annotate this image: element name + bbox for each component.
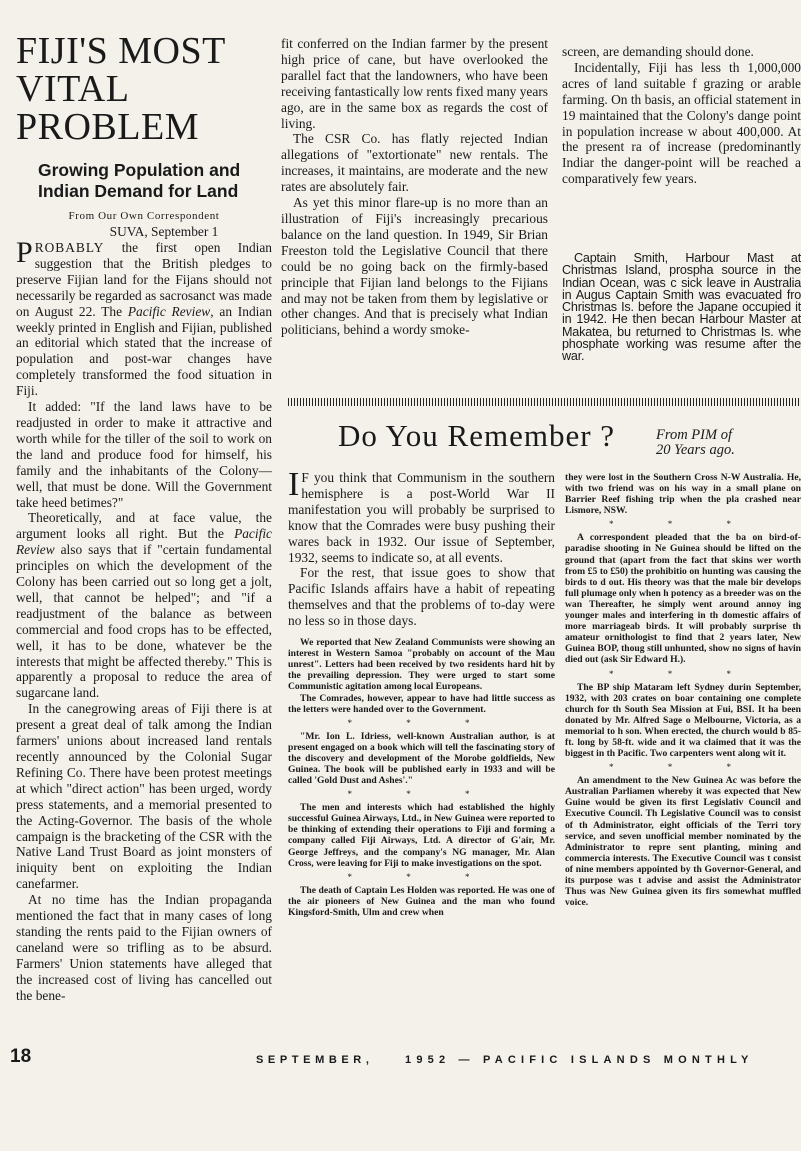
page-number: 18 bbox=[10, 1046, 32, 1067]
remember-item-bird-of-paradise: A correspondent pleaded that the ba on bird-of-paradise shooting in Ne Guinea should be lifted on the ground that (apart from the fact that skins wer worth from £5 to £50) the prohibitio on hunting was causing the birds to d out. His theory was that the male bir develops full plumage only when h potency as a breeder was on the wan Thereafter, he simply went around annoy ing younger males and interfering in th domestic affairs of more marriageab birds. It will probably surprise th amateur ornithologist to find that 2 years later, New Guinea BOP, thoug still unhunted, show no signs of havin died out (ask Sir Edward H.). bbox=[565, 532, 801, 666]
fiji-article-column-3 bbox=[562, 44, 801, 224]
section-stars: * * * bbox=[347, 717, 496, 728]
remember-item-holden: The death of Captain Les Holden was reported. He was one of the air pioneers of New Guinea and the man who found Kingsford-Smith, Ulm and crew when bbox=[288, 884, 555, 918]
remember-source: From PIM of 20 Years ago. bbox=[656, 427, 735, 458]
footer-publication: 1952 — PACIFIC ISLANDS MONTHLY bbox=[405, 1054, 754, 1066]
remember-item-airways: The men and interests which had established the highly successful Guinea Airways, Ltd., in New Guinea were reported to be thinking of extending their operations to Fiji and forming a company called Fiji Airways, Ltd. A director of G'air, Mr. George Jeffreys, and the company's NG manager, Mr. Alan Cross, were leaving for Fiji to make investigations on the spot. bbox=[288, 802, 555, 869]
remember-item-church: The BP ship Mataram left Sydney durin September, 1932, with 203 crates on boar containing one complete church for th South Sea Mission at Fui, BSI. It ha been donated by Mr. Alfred Sage o Melbourne, Victoria, as a memorial to h son. When erected, the church would b 85-ft. long by 58-ft. wide and it wa claimed that it was the biggest in th Pacific. Two carpenters went along wit it. bbox=[565, 681, 801, 760]
section-stars: * * * bbox=[609, 668, 757, 679]
fiji-paragraph-4: In the canegrowing areas of Fiji there is at present a great deal of talk among the Indian farmers' unions about increased land rentals recently announced by the Colonial Sugar Refining Co. There have been protest meetings at which "direct action" has been urged, wordy press statements, and a memorial presented to the Acting-Governor. The basis of the whole campaign is the bracketing of the CSR with the Native Land Trust Board as joint monsters of iniquity bent on exploiting the Indian canefarmer. bbox=[16, 701, 272, 892]
remember-column-1 bbox=[288, 470, 555, 1042]
remember-item-holden-cont: they were lost in the Southern Cross N-W Australia. He, with two friend was on his way in a small plane on Barrier Reef fishing trip when the pla crashed near Lismore, NSW. bbox=[565, 472, 801, 517]
remember-intro-2: For the rest, that issue goes to show that Pacific Islands affairs have a habit of repeating themselves and that the problems of to-day were no less so in those days. bbox=[288, 565, 555, 629]
fiji-paragraph-7: The CSR Co. has flatly rejected Indian allegations of "extortionate" new rentals. The increases, it maintains, are moderate and the new rates are absolutely fair. bbox=[281, 131, 548, 195]
fiji-paragraph-1: PROBABLY the first open Indian suggestion that the British pledges to preserve Fijian land for the Fijans should not necessarily be regarded as sacrosanct was made on August 22. The Pacific Review, an Indian weekly printed in English and Fijian, published an editorial which stated that the increase of population and post-war changes have completely transformed the food situation in Fiji. bbox=[16, 236, 272, 399]
section-stars: * * * bbox=[609, 762, 757, 773]
article-subtitle: Growing Population and Indian Demand for Land bbox=[38, 160, 241, 201]
fiji-article-column-2 bbox=[281, 36, 548, 396]
footer-month: SEPTEMBER, bbox=[256, 1054, 374, 1066]
section-stars: * * * bbox=[347, 789, 496, 800]
decorative-stripe-rule bbox=[288, 398, 801, 406]
byline: From Our Own Correspondent bbox=[68, 210, 220, 222]
fiji-paragraph-3: Theoretically, and at face value, the argument looks all right. But the Pacific Review also says that if "certain fundamental principles on which the development of the Colony has been carried out so long get a jolt, well, that cannot be helped"; and "if a readjustment of the balance as between commercial and food crops has to be effected, well, it has to be done, whatever be the interests that might be affected thereby." This is apparently a proposal to reduce the area of sugarcane land. bbox=[16, 510, 272, 701]
fiji-paragraph-6: fit conferred on the Indian farmer by the present high price of cane, but have overlooked the parallel fact that the landowners, who have been receiving fantastically low rents fixed many years ago, are in the same box as regards the cost of living. bbox=[281, 36, 548, 131]
remember-heading: Do You Remember ? bbox=[338, 418, 616, 453]
article-title: FIJI'S MOST VITAL PROBLEM bbox=[16, 30, 226, 148]
remember-item-legislative-council: An amendment to the New Guinea Ac was before the Australian Parliamen whereby it was expected that New Guine would be given its first Legislativ Council and Executive Council. Th Legislative Council was to consist of th Administrator, eight officials of the Terri tory service, and seven unofficial member nominated by the Administrator to repre sent planting, mining and commercia interests. The Executive Council was t consist of nine members appointed by th Governor-General, and its purpose was t advise and assist the Administrator Thus was New Guinea given its firs somewhat muffled voice. bbox=[565, 775, 801, 909]
fiji-paragraph-2: It added: "If the land laws have to be readjusted in order to make it attractive and worth while for the tiller of the soil to work on the land and produce food for himself, his family and the inhabitants of the Colony—well, that must be done. Will the Government take heed betimes?" bbox=[16, 399, 272, 510]
section-stars: * * * bbox=[609, 519, 757, 530]
fiji-paragraph-10: Incidentally, Fiji has less th 1,000,000 acres of land suitable f grazing or arable farming. On th basis, an official statement in 19 maintained that the Colony's dange point in population increase w about 400,000. At the present ra of increase (predominantly Indiar the danger-point will be reached a comparatively few years. bbox=[562, 59, 801, 187]
fiji-paragraph-9: screen, are demanding should done. bbox=[562, 44, 754, 59]
fiji-article-column-1 bbox=[16, 30, 272, 1042]
fiji-paragraph-8: As yet this minor flare-up is no more than an illustration of Fiji's increasingly precarious balance on the land question. In 1949, Sir Brian Freeston told the Legislative Council that there could be no going back on the firmly-based principle that Fijian land belongs to the Fijians and may not be taken from them by legislative or other changes. And that is precisely what Indian politicians, behind a wordy smoke- bbox=[281, 195, 548, 338]
remember-item-idriess: "Mr. Ion L. Idriess, well-known Australian author, is at present engaged on a book which will tell the fascinating story of the discovery and development of the Morobe goldfields, New Guinea. The book will be published early in 1933 and will be called 'Gold Dust and Ashes'." bbox=[288, 730, 555, 787]
remember-item-comrades: The Comrades, however, appear to have had little success as the letters were handed over to the Government. bbox=[288, 692, 555, 715]
fiji-paragraph-5: At no time has the Indian propaganda mentioned the fact that in many cases of long standing the rents paid to the Fijian owners of caneland were so trifling as to be absurd. Farmers' Union statements have alleged that the increased cost of living has cancelled out the bene- bbox=[16, 892, 272, 1003]
remember-item-communists: We reported that New Zealand Communists were showing an interest in Western Samoa "probably on account of the Mau unrest". Letters had been received by two residents hard hit by the prevailing depression. They were urged to start some Communistic agitation among local Europeans. bbox=[288, 637, 555, 693]
remember-intro: I F you think that Communism in the southern hemisphere is a post-World War II manifestation you will probably be surprised to know that the Comrades were busy pushing their wares back in 1932. Our issue of September, 1932, seems to indicate so, at all events. bbox=[288, 470, 555, 565]
captain-smith-note: Captain Smith, Harbour Mast at Christmas Island, prospha source in the Indian Ocean, was c sick leave in Australia in Augus Captain Smith was evacuated fro Christmas Is. before the Japane occupied it in 1942. He then becan Harbour Master at Makatea, bu returned to Christmas Is. whe phosphate working was resume after the war. bbox=[562, 252, 801, 364]
remember-column-2 bbox=[565, 472, 801, 1042]
dateline: SUVA, September 1 bbox=[109, 224, 219, 239]
section-stars: * * * bbox=[347, 871, 496, 882]
